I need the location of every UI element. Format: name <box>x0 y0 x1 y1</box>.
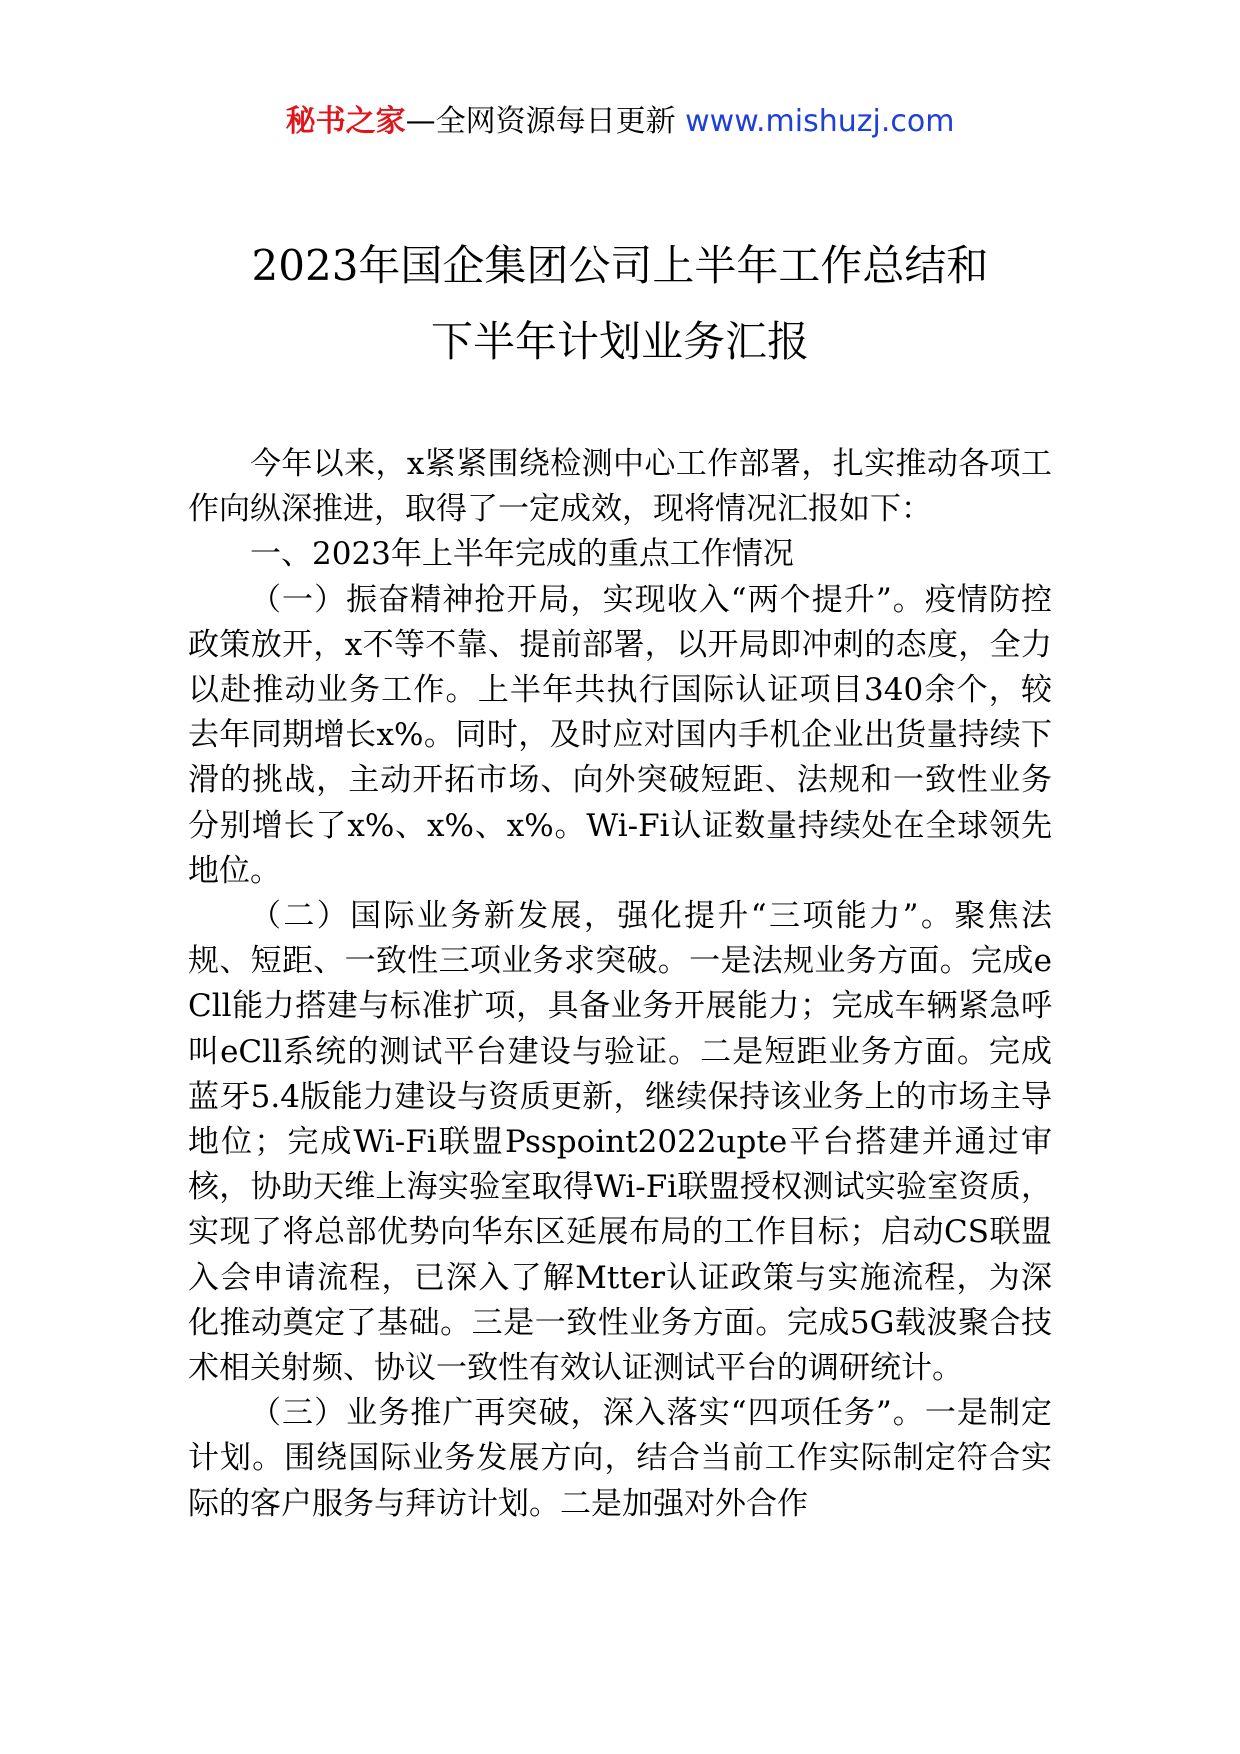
site-tagline: —全网资源每日更新 <box>405 104 676 139</box>
document-title <box>0 228 1240 380</box>
title-line-2: 下半年计划业务汇报 <box>430 317 809 366</box>
title-line-1: 2023年国企集团公司上半年工作总结和 <box>251 241 989 290</box>
intro-paragraph: 今年以来，x紧紧围绕检测中心工作部署，扎实推动各项工作向纵深推进，取得了一定成效，现将情况汇报如下： <box>188 446 1052 528</box>
site-header <box>0 100 1240 144</box>
site-brand: 秘书之家 <box>285 104 406 139</box>
body-paragraph: （一）振奋精神抢开局，实现收入“两个提升”。疫情防控政策放开，x不等不靠、提前部署，以开局即冲刺的态度，全力以赴推动业务工作。上半年共执行国际认证项目340余个，较去年同期增长x%。同时，及时应对国内手机企业出货量持续下滑的挑战，主动开拓市场、向外突破短距、法规和一致性业务分别增长了x%、x%、x%。Wi-Fi认证数量持续处在全球领先地位。 <box>188 581 1052 889</box>
body-paragraph: （二）国际业务新发展，强化提升“三项能力”。聚焦法规、短距、一致性三项业务求突破。一是法规业务方面。完成eCll能力搭建与标准扩项，具备业务开展能力；完成车辆紧急呼叫eCll系统的测试平台建设与验证。二是短距业务方面。完成蓝牙5.4版能力建设与资质更新，继续保持该业务上的市场主导地位；完成Wi-Fi联盟Psspoint2022upte平台搭建并通过审核，协助天维上海实验室取得Wi-Fi联盟授权测试实验室资质，实现了将总部优势向华东区延展布局的工作目标；启动CS联盟入会申请流程，已深入了解Mtter认证政策与实施流程，为深化推动奠定了基础。三是一致性业务方面。完成5G载波聚合技术相关射频、协议一致性有效认证测试平台的调研统计。 <box>188 898 1052 1387</box>
site-url-link[interactable]: www.mishuzj.com <box>685 104 955 139</box>
body-paragraph: （三）业务推广再突破，深入落实“四项任务”。一是制定计划。围绕国际业务发展方向，结合当前工作实际制定符合实际的客户服务与拜访计划。二是加强对外合作 <box>188 1395 1052 1522</box>
section-heading: 一、2023年上半年完成的重点工作情况 <box>250 536 794 573</box>
document-body <box>188 442 1052 1527</box>
